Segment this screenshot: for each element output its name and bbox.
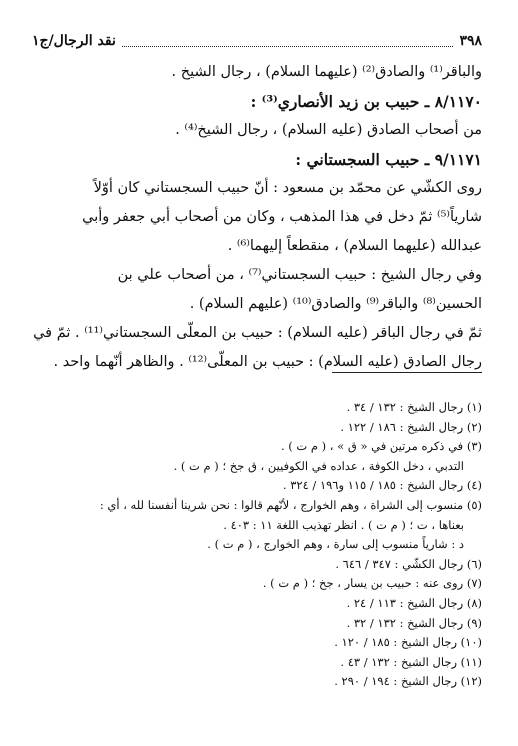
footnote: (١) رجال الشيخ : ١٣٢ / ٣٤ . xyxy=(346,400,482,414)
footnote: (٨) رجال الشيخ : ١١٣ / ٢٤ . xyxy=(346,595,482,610)
text-line: روى الكشّي عن محمّد بن مسعود : أنّ حبيب السجستاني كان أوّلاً xyxy=(93,180,482,196)
text-line: من أصحاب الصادق (عليه السلام) ، رجال الشيخ⁽⁴⁾ . xyxy=(175,122,482,138)
main-text xyxy=(32,58,482,377)
text-line: ثمّ في رجال الباقر (عليه السلام) : حبيب بن المعلّى السجستاني⁽¹¹⁾ . ثمّ في xyxy=(33,325,482,341)
header-dotted-leader xyxy=(122,36,454,47)
footnote: (٧) روى عنه : حبيب بن يسار ، جخ ؛ ( م ت ) . xyxy=(262,576,482,591)
footnote: (٩) رجال الشيخ : ١٣٢ / ٣٢ . xyxy=(346,615,482,630)
entry-heading: ٨/١١٧٠ ـ حبيب بن زيد الأنصاري⁽³⁾ : xyxy=(250,92,482,111)
page-header xyxy=(32,30,482,52)
footnote-separator xyxy=(332,372,482,373)
running-title: نقد الرجال/ج١ xyxy=(32,33,116,49)
footnote-continuation: بعناها ، ت ؛ ( م ت ) . انظر تهذيب اللغة ١١ : ٤٠٣ . xyxy=(223,517,464,532)
text-line: عبدالله (عليهما السلام) ، منقطعاً إليهما⁽⁶⁾ . xyxy=(227,238,482,254)
text-line: رجال الصادق (عليه السلام) : حبيب بن المعلّى⁽¹²⁾ . والظاهر أنّهما واحد . xyxy=(53,354,482,370)
footnote-continuation: التدبي ، دخل الكوفة ، عداده في الكوفيين ، ق جخ ؛ ( م ت ) . xyxy=(173,458,464,473)
footnotes xyxy=(32,398,482,692)
footnote: (٦) رجال الكشّي : ٣٤٧ / ٦٤٦ . xyxy=(335,556,482,571)
footnote: (١١) رجال الشيخ : ١٣٢ / ٤٣ . xyxy=(340,654,482,669)
footnote: (٢) رجال الشيخ : ١٨٦ / ١٢٢ . xyxy=(340,419,482,434)
text-line: شارياً⁽⁵⁾ ثمّ دخل في هذا المذهب ، وكان من أصحاب أبي جعفر وأبي xyxy=(82,209,482,225)
footnote: (٤) رجال الشيخ : ١٨٥ / ١١٥ و١٩٦ / ٣٢٤ . xyxy=(282,478,482,493)
page-number: ٣٩٨ xyxy=(459,33,482,49)
footnote: (١٠) رجال الشيخ : ١٨٥ / ١٢٠ . xyxy=(334,635,482,650)
text-line: والباقر⁽¹⁾ والصادق⁽²⁾ (عليهما السلام) ، رجال الشيخ . xyxy=(171,64,482,80)
footnote: (٣) في ذكره مرتين في « ق » ، ( م ت ) . xyxy=(280,439,482,454)
text-line: الحسين⁽⁸⁾ والباقر⁽⁹⁾ والصادق⁽¹⁰⁾ (عليهم السلام) . xyxy=(189,296,482,312)
footnote: (١٢) رجال الشيخ : ١٩٤ / ٢٩٠ . xyxy=(334,674,482,689)
footnote: (٥) منسوب إلى الشراة ، وهم الخوارج ، لأنّهم قالوا : نحن شرينا أنفسنا لله ، أي : xyxy=(99,497,482,512)
footnote-continuation: د : شارياً منسوب إلى سارة ، وهم الخوارج ، ( م ت ) . xyxy=(207,537,464,552)
entry-heading: ٩/١١٧١ ـ حبيب السجستاني : xyxy=(295,150,482,169)
text-line: وفي رجال الشيخ : حبيب السجستاني⁽⁷⁾ ، من أصحاب علي بن xyxy=(117,267,482,283)
